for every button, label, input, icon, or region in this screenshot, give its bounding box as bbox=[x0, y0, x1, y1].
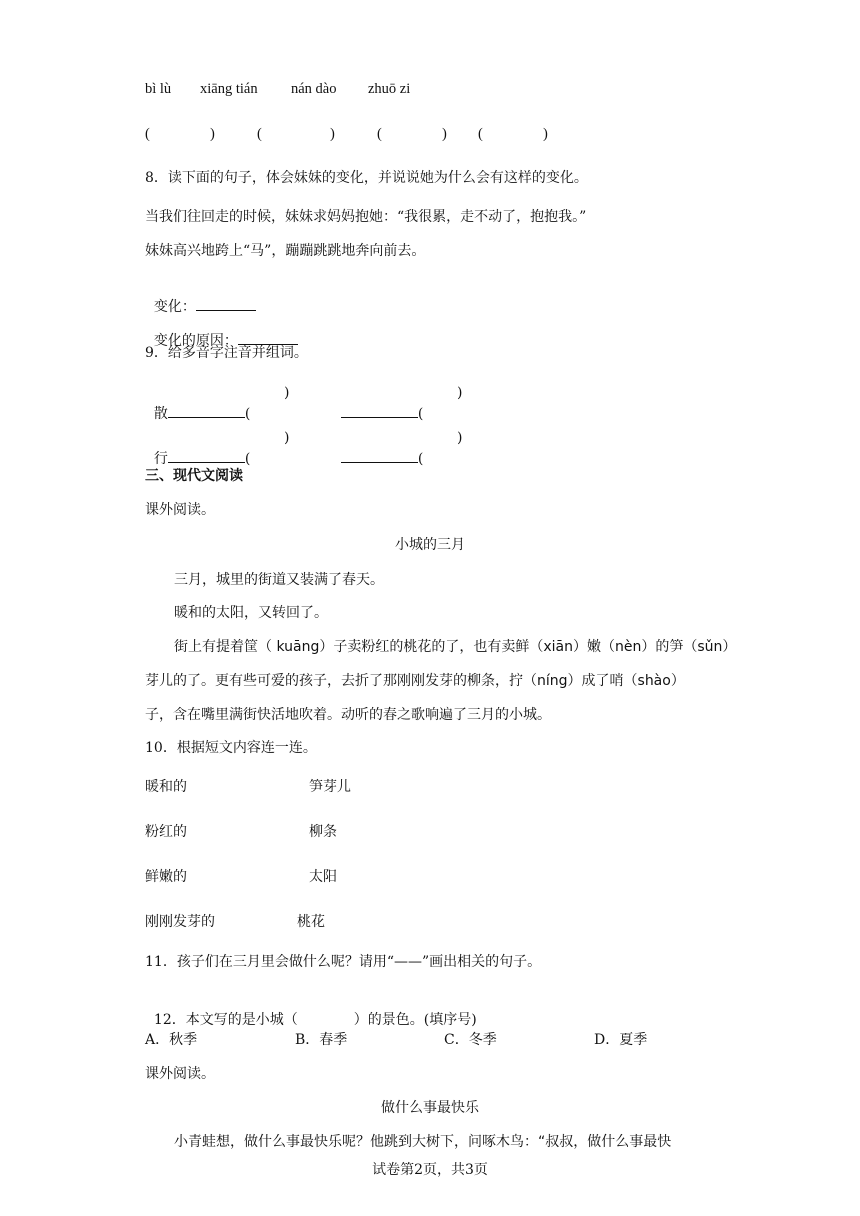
option-d[interactable]: D．夏季 bbox=[594, 1032, 648, 1048]
pinyin-1: bì lù bbox=[145, 81, 172, 97]
match-right-2[interactable]: 柳条 bbox=[309, 824, 337, 840]
pinyin-3: nán dào bbox=[291, 81, 337, 97]
passage-2-paragraph-1: 小青蛙想，做什么事最快乐呢？他跳到大树下，问啄木鸟：“叔叔，做什么事最快 bbox=[174, 1134, 672, 1150]
polyphone-1-word-blank-2[interactable] bbox=[341, 403, 418, 418]
option-c[interactable]: C．冬季 bbox=[444, 1032, 497, 1048]
question-9-title: 9．给多音字注音并组词。 bbox=[145, 345, 308, 361]
question-8-title: 8．读下面的句子，体会妹妹的变化，并说说她为什么会有这样的变化。 bbox=[145, 170, 588, 186]
answer-paren-close-1: ) bbox=[210, 126, 215, 142]
section-3-heading: 三、现代文阅读 bbox=[145, 468, 243, 484]
answer-paren-open-1: ( bbox=[145, 126, 150, 142]
paren-close: ) bbox=[284, 385, 290, 401]
paren-open: ( bbox=[417, 451, 424, 467]
answer-paren-close-4: ) bbox=[543, 126, 548, 142]
answer-paren-open-4: ( bbox=[478, 126, 483, 142]
reason-label: 变化的原因： bbox=[153, 333, 238, 349]
polyphone-row-1 bbox=[145, 383, 250, 424]
match-right-3[interactable]: 太阳 bbox=[309, 869, 337, 885]
passage-2-title: 做什么事最快乐 bbox=[381, 1100, 479, 1116]
match-left-1[interactable]: 暖和的 bbox=[145, 779, 187, 795]
paren-open: ( bbox=[244, 451, 251, 467]
paren-open: ( bbox=[417, 406, 424, 422]
paren-close: ) bbox=[457, 430, 463, 446]
answer-paren-close-3: ) bbox=[442, 126, 447, 142]
question-12-title-start: 12．本文写的是小城（ bbox=[153, 1012, 298, 1028]
option-a[interactable]: A．秋季 bbox=[145, 1032, 198, 1048]
paren-open: ( bbox=[244, 406, 251, 422]
paren-close: ) bbox=[457, 385, 463, 401]
match-left-3[interactable]: 鲜嫩的 bbox=[145, 869, 187, 885]
reading-intro-2: 课外阅读。 bbox=[145, 1066, 215, 1082]
question-11-title: 11．孩子们在三月里会做什么呢？请用“——”画出相关的句子。 bbox=[145, 954, 542, 970]
paren-close: ) bbox=[284, 430, 290, 446]
polyphone-row-2-second bbox=[332, 428, 423, 469]
section-3-intro: 课外阅读。 bbox=[145, 502, 215, 518]
match-right-1[interactable]: 笋芽儿 bbox=[309, 779, 351, 795]
question-8-sentence-1: 当我们往回走的时候，妹妹求妈妈抱她：“我很累，走不动了，抱抱我。” bbox=[145, 209, 587, 225]
passage-1-paragraph-3-line-1: 街上有提着筐（ kuāng）子卖粉红的桃花的了，也有卖鲜（xiān）嫩（nèn）的笋（sǔn） bbox=[174, 639, 737, 655]
polyphone-1-word-blank-1[interactable] bbox=[168, 403, 245, 418]
page-footer: 试卷第2页，共3页 bbox=[372, 1162, 488, 1178]
answer-paren-close-2: ) bbox=[330, 126, 335, 142]
match-left-2[interactable]: 粉红的 bbox=[145, 824, 187, 840]
polyphone-row-1-second bbox=[332, 383, 423, 424]
polyphone-2-word-blank-2[interactable] bbox=[341, 448, 418, 463]
answer-paren-open-2: ( bbox=[257, 126, 262, 142]
match-left-4[interactable]: 刚刚发芽的 bbox=[145, 914, 215, 930]
question-12-title-end: ）的景色。(填序号) bbox=[353, 1012, 477, 1028]
polyphone-row-2 bbox=[145, 428, 250, 469]
match-right-4[interactable]: 桃花 bbox=[297, 914, 325, 930]
passage-1-paragraph-1: 三月，城里的街道又装满了春天。 bbox=[174, 572, 384, 588]
polyphone-char-1: 散 bbox=[153, 406, 168, 422]
question-8-sentence-2: 妹妹高兴地跨上“马”，蹦蹦跳跳地奔向前去。 bbox=[145, 243, 426, 259]
passage-1-paragraph-2: 暖和的太阳，又转回了。 bbox=[174, 605, 328, 621]
question-12-title bbox=[145, 990, 477, 1030]
question-10-title: 10．根据短文内容连一连。 bbox=[145, 740, 317, 756]
pinyin-2: xiāng tián bbox=[200, 81, 258, 97]
passage-1-title: 小城的三月 bbox=[395, 537, 465, 553]
change-label: 变化： bbox=[153, 299, 196, 315]
passage-1-paragraph-3-line-2: 芽儿的了。更有些可爱的孩子，去折了那刚刚发芽的柳条，拧（níng）成了哨（shào） bbox=[145, 673, 685, 689]
pinyin-4: zhuō zi bbox=[368, 81, 411, 97]
option-b[interactable]: B．春季 bbox=[295, 1032, 348, 1048]
change-answer-blank[interactable] bbox=[196, 296, 256, 311]
polyphone-2-word-blank-1[interactable] bbox=[168, 448, 245, 463]
passage-1-paragraph-3-line-3: 子，含在嘴里满街快活地吹着。动听的春之歌响遍了三月的小城。 bbox=[145, 707, 551, 723]
answer-paren-open-3: ( bbox=[377, 126, 382, 142]
polyphone-char-2: 行 bbox=[153, 451, 168, 467]
